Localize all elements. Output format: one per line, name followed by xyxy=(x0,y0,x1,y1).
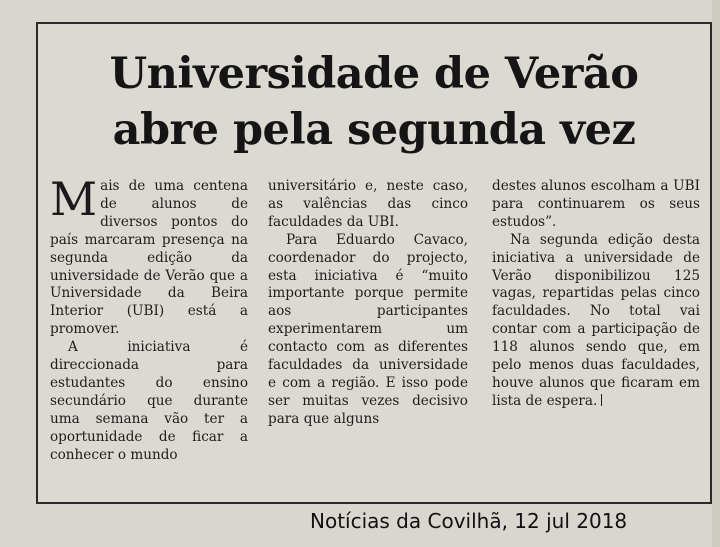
news-article xyxy=(36,22,712,504)
body-column-2 xyxy=(268,178,468,429)
scan-edge xyxy=(712,0,720,547)
paragraph xyxy=(492,232,700,411)
headline-line-1: Universidade de Verão xyxy=(109,49,639,99)
article-headline xyxy=(38,46,710,158)
paragraph-text: Na segunda edição desta iniciativa a universidade de Verão disponibilizou 125 vagas, repartidas pelas cinco faculdades. No total vai contar com a participação de 118 alunos sendo que, em pelo menos duas faculdades, houve alunos que ficaram em lista de espera. xyxy=(492,231,700,409)
body-column-1 xyxy=(50,172,248,465)
paragraph: destes alunos escolham a UBI para continuarem os seus estudos”. xyxy=(492,178,700,230)
paragraph: A iniciativa é direccionada para estudantes do ensino secundário que durante uma semana vão ter a oportunidade de ficar a conhecer o mundo xyxy=(50,339,248,463)
drop-cap: M xyxy=(50,172,98,226)
paragraph: Para Eduardo Cavaco, coordenador do projecto, esta iniciativa é “muito importante porque permite aos participantes experimentarem um contacto com as diferentes faculdades da universidade e com a região. E isso pode ser muitas vezes decisivo para que alguns xyxy=(268,231,468,427)
paragraph-text: ais de uma centena de alunos de diversos pontos do país marcaram presença na segunda edição da universidade de Verão que a Universidade da Beira Interior (UBI) está a promover. xyxy=(50,178,248,338)
body-column-3 xyxy=(492,178,700,411)
end-of-article-mark xyxy=(601,394,602,406)
paragraph xyxy=(50,172,248,339)
source-caption: Notícias da Covilhã, 12 jul 2018 xyxy=(310,509,628,533)
headline-line-2: abre pela segunda vez xyxy=(112,105,636,155)
adjacent-article-fragment xyxy=(0,0,720,24)
paragraph: universitário e, neste caso, as valências das cinco faculdades da UBI. xyxy=(268,178,468,230)
